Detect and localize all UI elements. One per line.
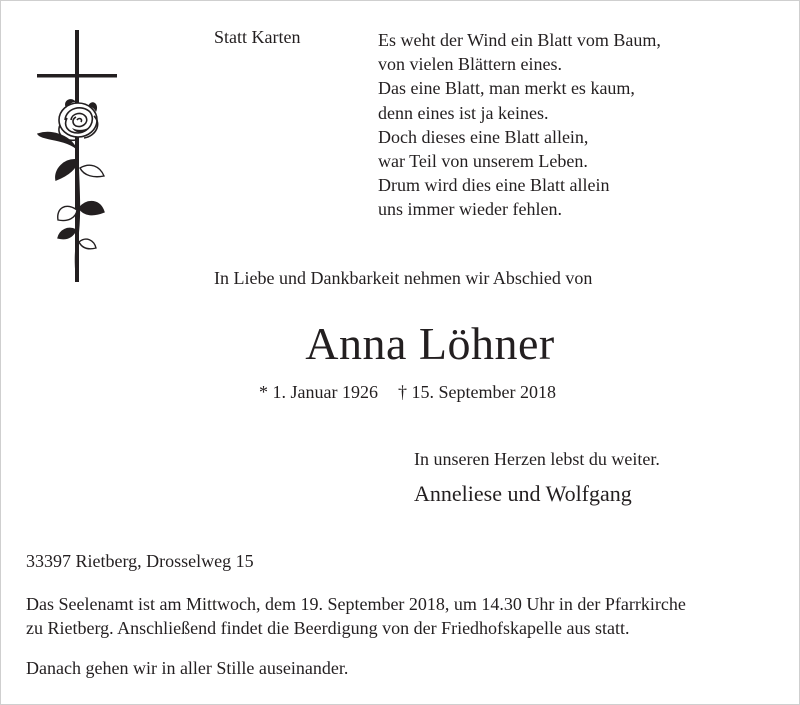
poem-line: Doch dieses eine Blatt allein, [378, 126, 589, 147]
death-date: † 15. September 2018 [397, 382, 556, 402]
poem-line: Das eine Blatt, man merkt es kaum, [378, 78, 635, 99]
farewell-intro: In Liebe und Dankbarkeit nehmen wir Abschied von [214, 268, 593, 288]
service-details [26, 592, 686, 640]
poem-line: uns immer wieder fehlen. [378, 199, 562, 220]
statt-karten-label: Statt Karten [214, 27, 301, 47]
poem-line: von vielen Blättern eines. [378, 54, 562, 75]
poem-line: Es weht der Wind ein Blatt vom Baum, [378, 30, 661, 50]
mourning-address: 33397 Rietberg, Drosselweg 15 [26, 551, 254, 571]
poem [378, 28, 661, 222]
service-line: zu Rietberg. Anschließend findet die Beerdigung von der Friedhofskapelle aus statt. [26, 618, 630, 638]
birth-date: * 1. Januar 1926 [259, 382, 378, 402]
closing-note: Danach gehen wir in aller Stille auseinander. [26, 658, 349, 678]
poem-line: war Teil von unserem Leben. [378, 151, 588, 172]
mourners-names: Anneliese und Wolfgang [414, 481, 632, 506]
poem-line: denn eines ist ja keines. [378, 102, 549, 123]
cross-with-rose-icon [32, 30, 122, 285]
deceased-name: Anna Löhner [305, 318, 555, 369]
life-dates [259, 380, 556, 404]
service-line: Das Seelenamt ist am Mittwoch, dem 19. September 2018, um 14.30 Uhr in der Pfarrkirche [26, 594, 686, 614]
memorial-motto: In unseren Herzen lebst du weiter. [414, 449, 660, 469]
poem-line: Drum wird dies eine Blatt allein [378, 175, 610, 196]
